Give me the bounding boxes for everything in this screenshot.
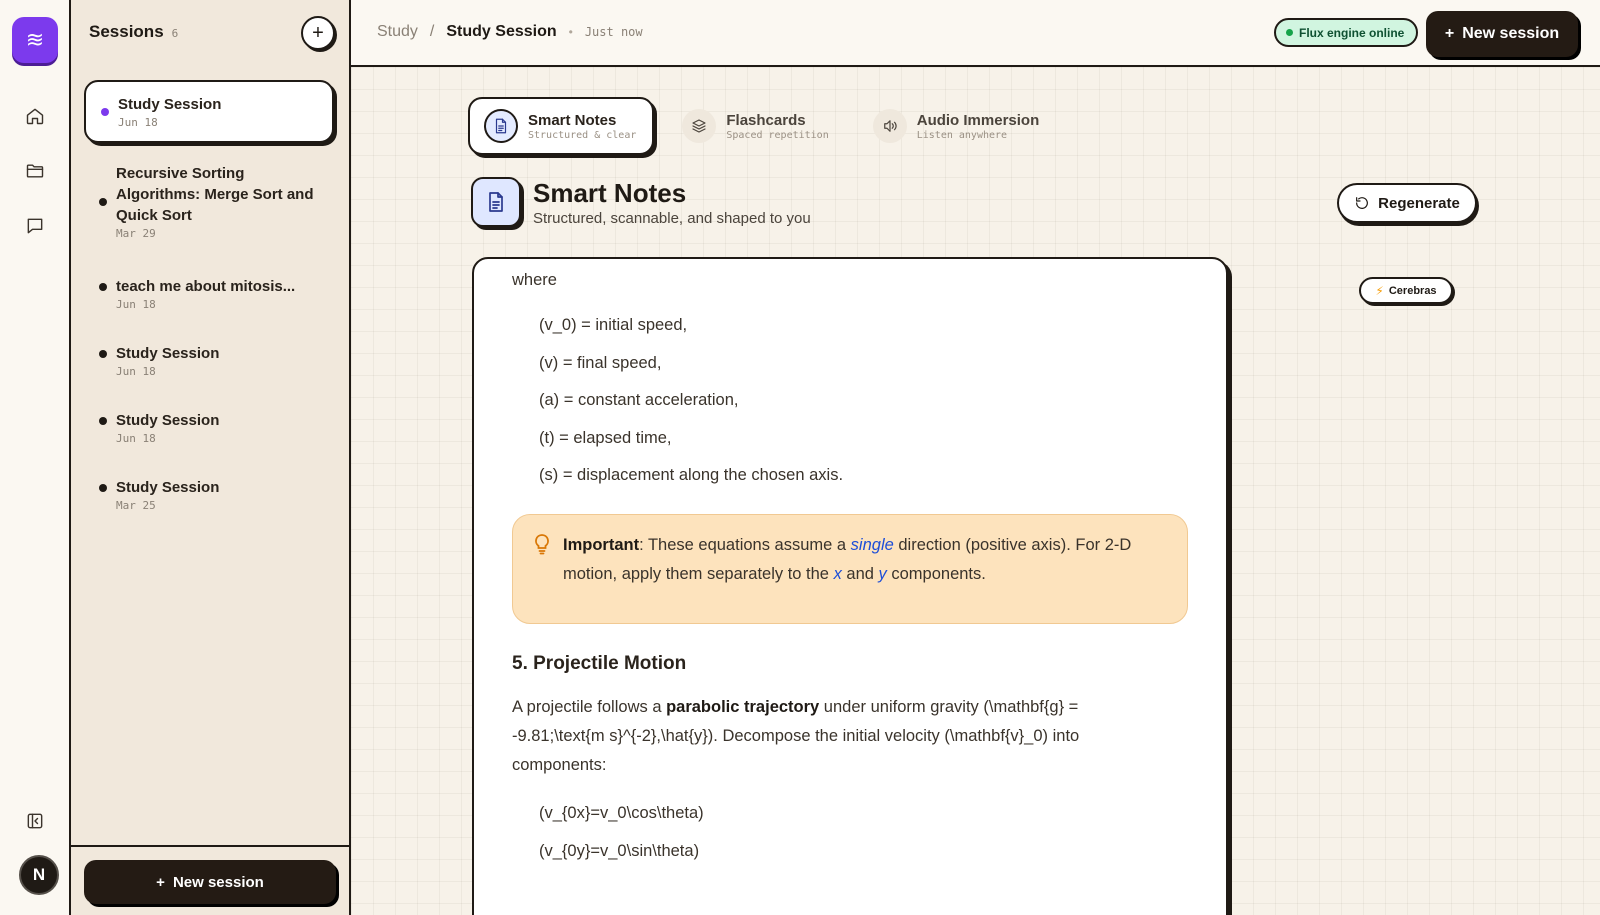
plus-icon: +: [1444, 25, 1455, 42]
paragraph-bold: parabolic trajectory: [666, 698, 820, 716]
status-dot-icon: [1286, 29, 1293, 36]
session-title: Study Session: [116, 345, 220, 362]
icon-rail: [0, 0, 71, 915]
new-session-label: New session: [172, 873, 264, 891]
list-item: (v_{0x}=v_0\cos\theta): [539, 804, 704, 822]
callout-emphasis: y: [878, 565, 887, 583]
tab-smart-notes[interactable]: [468, 97, 654, 155]
session-date: Jun 18: [116, 365, 156, 378]
regenerate-button[interactable]: [1337, 183, 1477, 223]
status-badge: [1274, 18, 1418, 47]
session-title: Study Session: [116, 412, 220, 429]
breadcrumb-current: Study Session: [446, 23, 557, 40]
list-item: (v_{0y}=v_0\sin\theta): [539, 841, 700, 860]
session-list: [84, 80, 334, 512]
important-callout: [512, 514, 1188, 624]
bolt-icon: ⚡: [1375, 283, 1384, 298]
callout-text: direction (positive axis). For 2-D motion, apply them separately to the: [563, 536, 1132, 583]
avatar[interactable]: [19, 855, 59, 895]
list-item: (s) = displacement along the chosen axis.: [539, 466, 844, 484]
callout-emphasis: single: [850, 536, 894, 554]
new-session-button[interactable]: [1426, 11, 1578, 57]
callout-emphasis: x: [833, 565, 842, 583]
sessions-header: [89, 22, 178, 42]
plus-icon: +: [156, 873, 165, 891]
layers-icon: [682, 109, 716, 143]
sessions-title: Sessions: [89, 22, 164, 41]
chat-icon[interactable]: [20, 211, 50, 241]
sessions-count: 6: [171, 27, 179, 40]
active-dot-icon: [101, 108, 109, 116]
refresh-icon: [1354, 195, 1370, 211]
definition-list: [539, 311, 843, 499]
app-logo[interactable]: [12, 17, 58, 63]
dot-icon: [99, 417, 107, 425]
notes-text: where: [512, 271, 557, 289]
tab-audio-immersion[interactable]: [859, 97, 1056, 155]
sidebar-new-session-button[interactable]: [84, 860, 336, 904]
callout-text: components.: [886, 565, 986, 583]
breadcrumb: [377, 23, 643, 41]
tab-subtitle: Spaced repetition: [726, 129, 829, 141]
last-saved-time: Just now: [584, 25, 643, 39]
session-item[interactable]: [84, 343, 334, 378]
plus-icon: +: [312, 22, 324, 44]
paragraph-text: A projectile follows a: [512, 698, 667, 716]
list-item: (a) = constant acceleration,: [539, 391, 739, 409]
session-item[interactable]: [84, 80, 334, 143]
paragraph-text: under uniform gravity (\mathbf{g} = -9.81;\text{m s}^{-2},\hat{y}). Decompose the initial velocity (\mathbf{v}_0) into components:: [512, 698, 1080, 774]
list-item: (v_0) = initial speed,: [539, 316, 688, 334]
list-item: (t) = elapsed time,: [539, 428, 672, 447]
tab-label: Audio Immersion: [916, 111, 1040, 129]
session-title: Study Session: [118, 96, 222, 113]
breadcrumb-separator: /: [429, 23, 435, 40]
divider: [71, 845, 349, 847]
model-label: Cerebras: [1388, 284, 1437, 297]
main-content: [351, 67, 1600, 915]
equation-list: [539, 799, 704, 874]
tab-flashcards[interactable]: [668, 97, 844, 155]
collapse-sidebar-icon[interactable]: [20, 806, 50, 836]
session-date: Jun 18: [116, 432, 156, 445]
notes-heading: 5. Projectile Motion: [512, 653, 687, 674]
tab-subtitle: Listen anywhere: [916, 129, 1008, 141]
dot-icon: [99, 283, 107, 291]
model-badge[interactable]: [1359, 277, 1453, 304]
notes-card: [472, 257, 1228, 915]
session-date: Mar 25: [116, 499, 156, 512]
tab-subtitle: Structured & clear: [528, 129, 637, 141]
session-date: Mar 29: [116, 227, 156, 240]
callout-text: and: [841, 565, 879, 583]
list-item: (v) = final speed,: [539, 353, 662, 372]
dot-separator: •: [568, 25, 573, 39]
document-icon: [484, 109, 518, 143]
sessions-sidebar: [71, 0, 351, 915]
document-icon: [471, 177, 521, 227]
session-title: Study Session: [116, 479, 220, 496]
section-header: [471, 177, 811, 227]
regenerate-label: Regenerate: [1378, 194, 1460, 212]
session-date: Jun 18: [116, 298, 156, 311]
speaker-icon: [873, 109, 907, 143]
logo-wave-icon: ≋: [25, 27, 45, 52]
session-title: Recursive Sorting Algorithms: Merge Sort and Quick Sort: [116, 165, 314, 224]
session-title: teach me about mitosis...: [116, 278, 296, 295]
section-title: Smart Notes: [533, 177, 687, 208]
avatar-initial: N: [32, 865, 46, 884]
add-session-button[interactable]: [301, 16, 335, 50]
session-item[interactable]: [84, 276, 334, 311]
session-item[interactable]: [84, 163, 334, 240]
tab-label: Smart Notes: [528, 111, 617, 129]
home-icon[interactable]: [20, 101, 50, 131]
tab-label: Flashcards: [726, 111, 806, 129]
notes-paragraph: [512, 693, 1172, 780]
session-date: Jun 18: [118, 116, 158, 129]
session-item[interactable]: [84, 477, 334, 512]
dot-icon: [99, 484, 107, 492]
dot-icon: [99, 350, 107, 358]
status-label: Flux engine online: [1299, 25, 1405, 40]
new-session-label: New session: [1462, 25, 1560, 42]
top-bar: [351, 0, 1600, 67]
mode-tabs: [468, 97, 1055, 155]
breadcrumb-root[interactable]: Study: [377, 23, 418, 40]
callout-bold: Important: [563, 536, 640, 554]
lightbulb-icon: [533, 533, 551, 565]
callout-text: : These equations assume a: [639, 536, 851, 554]
folder-icon[interactable]: [20, 156, 50, 186]
session-item[interactable]: [84, 410, 334, 445]
section-subtitle: Structured, scannable, and shaped to you: [533, 209, 811, 227]
dot-icon: [99, 198, 107, 206]
